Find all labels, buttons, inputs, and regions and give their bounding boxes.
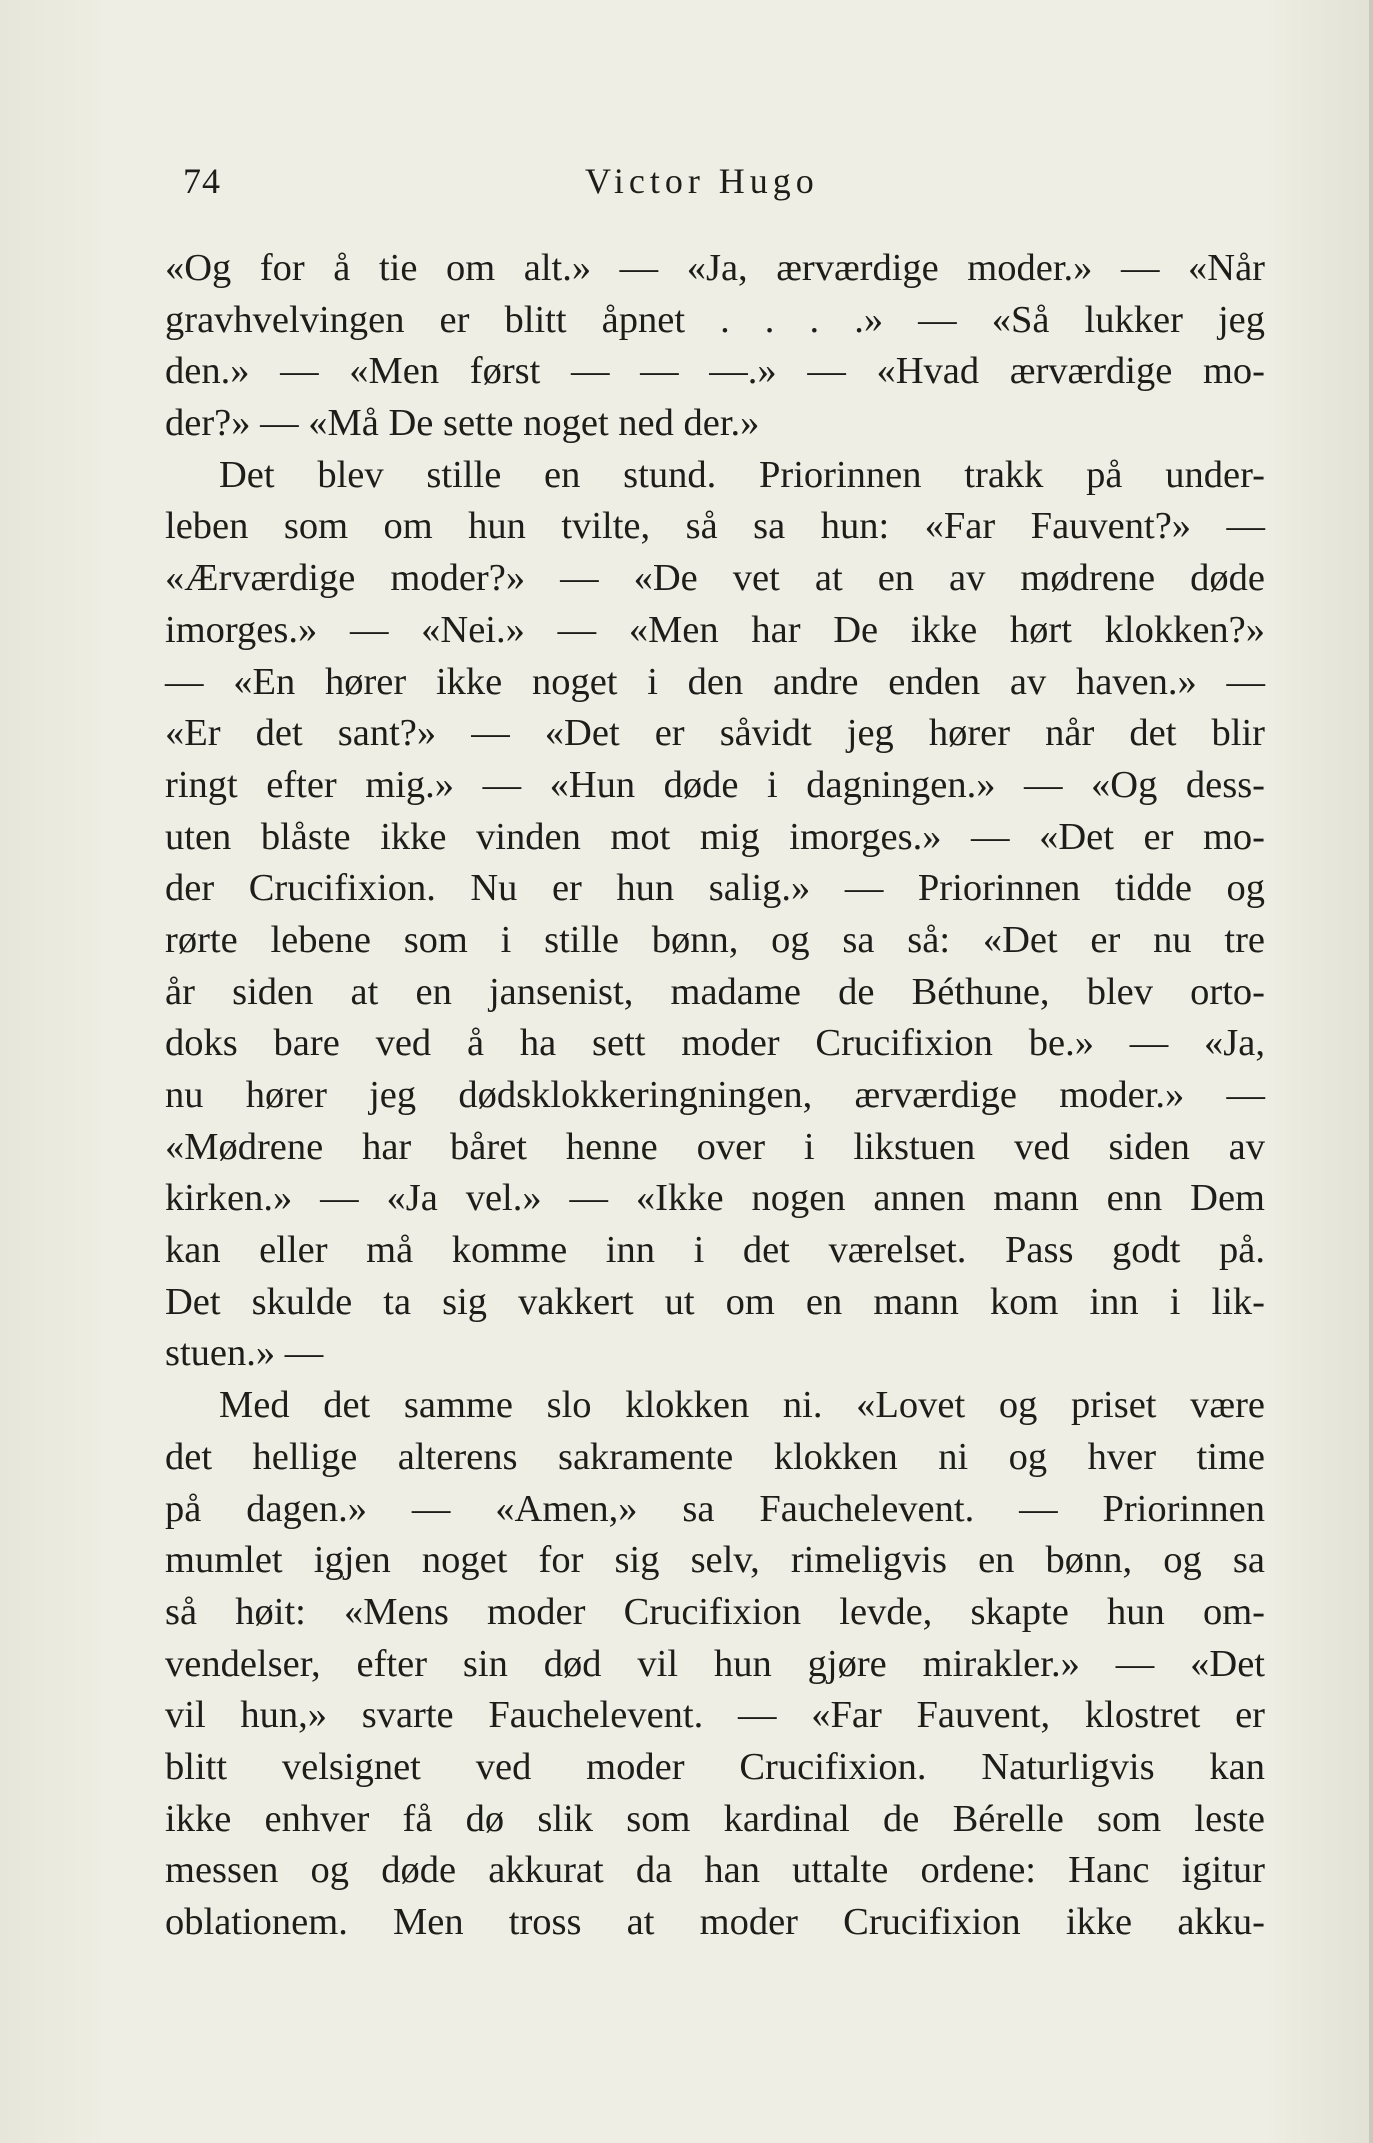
text-line: imorges.» — «Nei.» — «Men har De ikke hørt klokken?»: [165, 608, 1265, 651]
text-line: — «En hører ikke noget i den andre enden av haven.» —: [165, 660, 1265, 703]
text-line: mumlet igjen noget for sig selv, rimeligvis en bønn, og sa: [165, 1539, 1265, 1582]
text-line: så høit: «Mens moder Crucifixion levde, skapte hun om-: [165, 1590, 1265, 1633]
body-text: [165, 243, 1265, 1949]
text-line: kan eller må komme inn i det værelset. Pass godt på.: [165, 1229, 1265, 1272]
text-line: «Ærværdige moder?» — «De vet at en av mødrene døde: [165, 557, 1265, 600]
text-line: ringt efter mig.» — «Hun døde i dagningen.» — «Og dess-: [165, 763, 1265, 806]
text-line: doks bare ved å ha sett moder Crucifixion be.» — «Ja,: [165, 1022, 1265, 1065]
text-line: «Mødrene har båret henne over i likstuen ved siden av: [165, 1125, 1265, 1168]
text-line: gravhvelvingen er blitt åpnet . . . .» — «Så lukker jeg: [165, 298, 1265, 341]
text-line: «Og for å tie om alt.» — «Ja, ærværdige moder.» — «Når: [165, 247, 1265, 289]
text-line: der?» — «Må De sette noget ned der.»: [165, 402, 760, 445]
text-line: Med det samme slo klokken ni. «Lovet og priset være: [219, 1384, 1265, 1427]
page-number: 74: [183, 161, 221, 201]
text-line: nu hører jeg dødsklokkeringningen, ærværdige moder.» —: [165, 1074, 1265, 1116]
text-line: år siden at en jansenist, madame de Béthune, blev orto-: [165, 970, 1265, 1013]
text-line: «Er det sant?» — «Det er såvidt jeg hører når det blir: [165, 712, 1265, 755]
text-line: oblationem. Men tross at moder Crucifixion ikke akku-: [165, 1901, 1265, 1943]
text-line: der Crucifixion. Nu er hun salig.» — Priorinnen tidde og: [165, 867, 1265, 910]
text-line: ikke enhver få dø slik som kardinal de Bérelle som leste: [165, 1797, 1265, 1840]
text-line: messen og døde akkurat da han uttalte ordene: Hanc igitur: [165, 1849, 1265, 1892]
text-line: stuen.» —: [165, 1332, 324, 1375]
text-line: den.» — «Men først — — —.» — «Hvad ærværdige mo-: [165, 350, 1265, 393]
text-line: rørte lebene som i stille bønn, og sa så: «Det er nu tre: [165, 918, 1265, 961]
text-line: det hellige alterens sakramente klokken ni og hver time: [165, 1435, 1265, 1478]
text-line: vil hun,» svarte Fauchelevent. — «Far Fauvent, klostret er: [165, 1694, 1265, 1737]
text-line: på dagen.» — «Amen,» sa Fauchelevent. — Priorinnen: [165, 1487, 1265, 1530]
text-line: leben som om hun tvilte, så sa hun: «Far Fauvent?» —: [165, 505, 1265, 548]
running-head-author: Victor Hugo: [585, 161, 819, 201]
text-line: uten blåste ikke vinden mot mig imorges.» — «Det er mo-: [165, 815, 1265, 858]
text-line: vendelser, efter sin død vil hun gjøre mirakler.» — «Det: [165, 1642, 1265, 1685]
page-edge-shadow: [1369, 0, 1373, 2143]
page-header: [0, 160, 1373, 220]
text-line: kirken.» — «Ja vel.» — «Ikke nogen annen mann enn Dem: [165, 1177, 1265, 1220]
text-line: Det skulde ta sig vakkert ut om en mann kom inn i lik-: [165, 1280, 1265, 1323]
text-line: Det blev stille en stund. Priorinnen trakk på under-: [219, 453, 1265, 496]
text-line: blitt velsignet ved moder Crucifixion. Naturligvis kan: [165, 1745, 1265, 1788]
